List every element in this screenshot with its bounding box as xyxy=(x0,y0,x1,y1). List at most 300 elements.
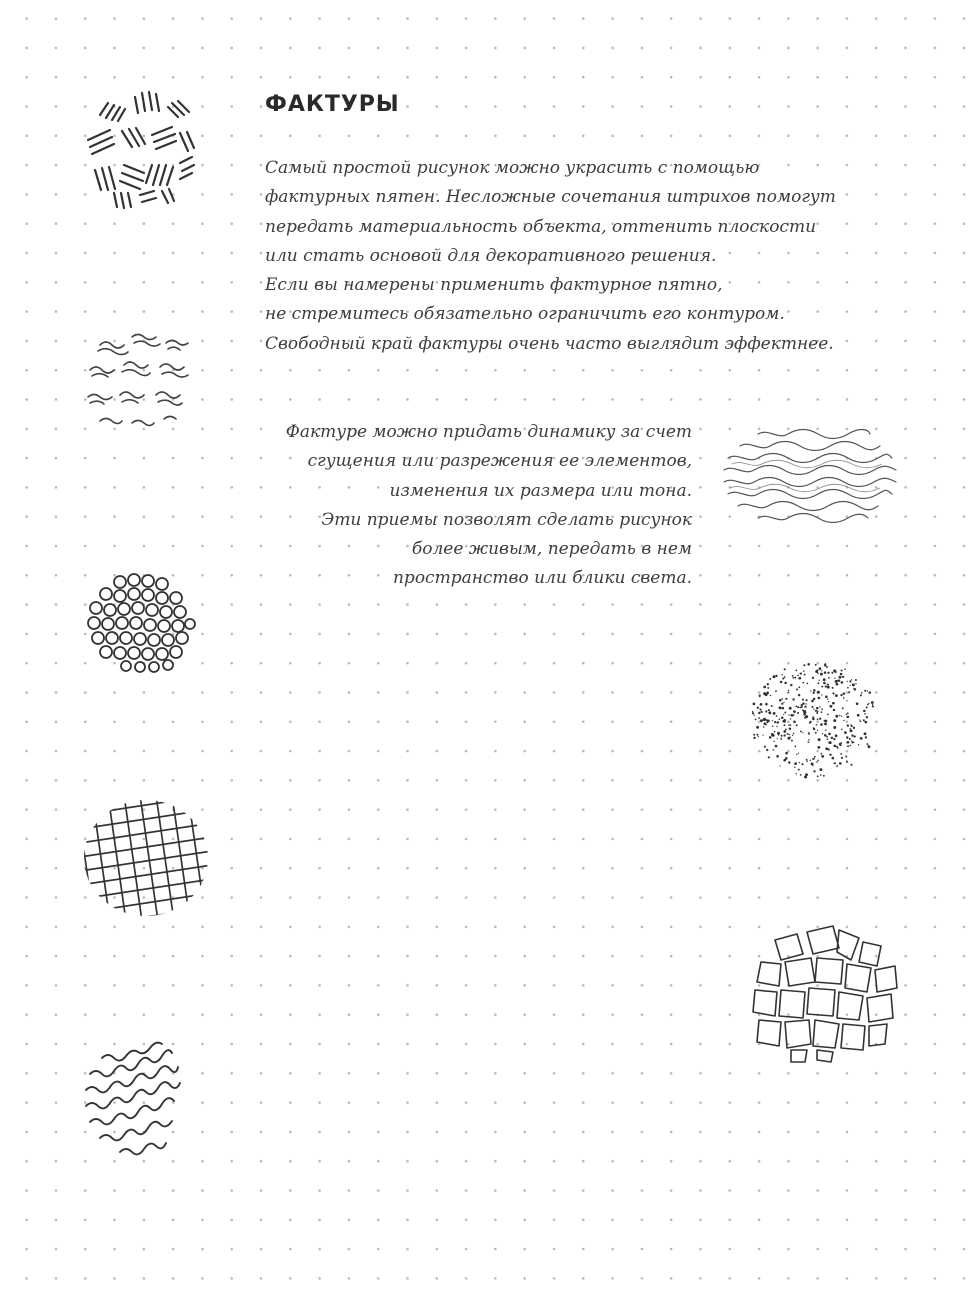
stipple-dot xyxy=(777,721,779,723)
stipple-dot xyxy=(871,701,874,704)
stipple-dot xyxy=(850,764,852,766)
stipple-dot xyxy=(765,710,767,712)
stipple-dot xyxy=(827,713,829,715)
wavy-lines-texture-icon xyxy=(80,1030,205,1160)
stipple-dot xyxy=(806,699,808,701)
stipple-dot xyxy=(798,677,801,680)
stipple-dot xyxy=(811,700,814,703)
stipple-dot xyxy=(846,716,849,719)
stipple-dot xyxy=(783,724,785,726)
stipple-dot xyxy=(813,689,816,692)
stipple-dot xyxy=(844,731,847,734)
stipple-dot xyxy=(766,749,768,751)
stipple-dot xyxy=(858,744,859,745)
intro-paragraph xyxy=(265,154,865,359)
stipple-dot xyxy=(754,715,755,716)
stipple-dot xyxy=(847,712,849,714)
stipple-dot xyxy=(849,728,850,729)
stipple-dot xyxy=(816,724,818,726)
stipple-dot xyxy=(817,682,819,684)
stipple-dot xyxy=(796,670,798,672)
stipple-dot xyxy=(821,708,823,710)
stipple-dot xyxy=(765,703,768,706)
intro-line: фактурных пятен. Несложные сочетания штрихов помогут xyxy=(265,187,836,208)
stipple-dot xyxy=(779,765,780,766)
stipple-dot xyxy=(776,755,779,758)
stipple-dot xyxy=(790,718,792,720)
stipple-dot xyxy=(806,759,808,761)
stipple-dot xyxy=(795,705,797,707)
stipple-dot xyxy=(833,719,836,722)
stipple-dot xyxy=(841,669,843,671)
stipple-dot xyxy=(763,692,765,694)
dynamics-paragraph xyxy=(250,418,692,594)
stipple-dot xyxy=(846,736,848,738)
stipple-dot xyxy=(782,678,784,680)
stipple-dot xyxy=(839,762,842,765)
intro-line: Свободный край фактуры очень часто выглядит эффектнее. xyxy=(265,333,834,354)
stipple-dot xyxy=(787,737,790,740)
stipple-dot xyxy=(803,664,805,666)
stipple-dot xyxy=(817,691,820,694)
crosshatch-grid-texture-icon xyxy=(80,795,212,921)
stipple-dot xyxy=(758,736,759,737)
hatch-strokes-texture-icon xyxy=(80,85,205,213)
stipple-dot xyxy=(800,730,802,732)
stipple-dot xyxy=(843,692,846,695)
stipple-dot xyxy=(794,677,796,679)
stipple-dot xyxy=(823,775,825,777)
stipple-dot xyxy=(781,717,783,719)
stipple-dot xyxy=(864,732,867,735)
stipple-dot xyxy=(774,721,776,723)
stipple-dot xyxy=(819,667,822,670)
stipple-dot xyxy=(872,704,873,705)
stipple-dot xyxy=(788,724,789,725)
stipple-dot xyxy=(821,686,823,688)
stipple-dot xyxy=(839,715,841,717)
stipple-dot xyxy=(768,756,770,758)
stipple-dot xyxy=(812,677,814,679)
stipple-dot xyxy=(805,703,806,704)
stipple-dot xyxy=(780,681,783,684)
stipple-dot xyxy=(782,707,785,710)
stipple-dot xyxy=(760,711,762,713)
stipple-dot xyxy=(787,692,788,693)
stipple-dot xyxy=(842,676,844,678)
stipple-dot xyxy=(767,683,769,685)
stipple-dot xyxy=(821,694,822,695)
stipple-dot xyxy=(825,747,828,750)
intro-line: не стремитесь обязательно ограничить его контуром. xyxy=(265,304,785,325)
stipple-dot xyxy=(792,735,793,736)
stipple-dot xyxy=(847,724,849,726)
stipple-dot xyxy=(812,718,815,721)
stipple-dot xyxy=(820,723,823,726)
stipple-dot xyxy=(795,746,797,748)
stipple-dot xyxy=(802,682,804,684)
stipple-dot xyxy=(839,676,842,679)
stipple-dot xyxy=(851,725,853,727)
stipple-dot xyxy=(768,711,771,714)
stipple-dot xyxy=(831,757,834,760)
stipple-dot xyxy=(795,773,796,774)
stipple-dot xyxy=(758,712,760,714)
stipple-dot xyxy=(856,702,859,705)
stipple-dot xyxy=(868,703,869,704)
stipple-dot xyxy=(841,757,843,759)
stipple-dot xyxy=(841,681,844,684)
stipple-dot xyxy=(760,703,763,706)
dynamics-line: сгущения или разрежения ее элементов, xyxy=(307,451,692,472)
stipple-dot xyxy=(846,714,848,716)
stipple-dot xyxy=(777,738,778,739)
stipple-dot xyxy=(789,707,792,710)
stipple-dot xyxy=(843,720,844,721)
stipple-dot xyxy=(802,732,803,733)
stipple-dot xyxy=(816,707,819,710)
stipple-dot xyxy=(833,738,835,740)
stipple-dot xyxy=(807,663,810,666)
stipple-dot xyxy=(867,690,868,691)
stipple-dot xyxy=(835,734,838,737)
stipple-dot xyxy=(790,724,792,726)
stipple-dot xyxy=(855,679,857,681)
stipple-dot xyxy=(812,758,813,759)
stipple-dot xyxy=(817,718,819,720)
stipple-dot xyxy=(796,754,797,755)
stipple-dot xyxy=(843,697,845,699)
stipple-dot xyxy=(785,698,787,700)
stipple-dot xyxy=(801,763,803,765)
stipple-dot xyxy=(872,705,874,707)
stipple-dot xyxy=(833,726,836,729)
stipple-dot xyxy=(824,734,827,737)
stipple-dot xyxy=(849,685,850,686)
stipple-dot xyxy=(762,734,763,735)
stipple-dot xyxy=(828,733,831,736)
stipple-dot xyxy=(825,663,826,664)
stipple-dot xyxy=(794,767,795,768)
stipple-dot xyxy=(784,668,786,670)
stipple-dot xyxy=(800,774,802,776)
stipple-dot xyxy=(864,690,866,692)
stipple-dot xyxy=(769,678,771,680)
stipple-dot xyxy=(846,760,848,762)
stipple-dot xyxy=(851,740,852,741)
stipple-dot xyxy=(805,773,808,776)
stipple-dot xyxy=(866,743,868,745)
stipple-dot xyxy=(792,675,794,677)
stipple-dot xyxy=(788,734,790,736)
stipple-dot xyxy=(816,712,818,714)
stipple-dot xyxy=(771,705,773,707)
stipple-dot xyxy=(817,759,819,761)
stipple-dot xyxy=(851,735,853,737)
stipple-dot xyxy=(835,715,838,718)
stipple-dot xyxy=(778,734,780,736)
stipple-dot xyxy=(766,719,768,721)
stipple-dot xyxy=(822,733,823,734)
stipple-dot xyxy=(831,672,833,674)
stipple-dot xyxy=(841,715,842,716)
stipple-dot xyxy=(798,753,799,754)
stipple-dot xyxy=(768,709,770,711)
stipple-dot xyxy=(797,675,799,677)
stipple-dot xyxy=(779,718,781,720)
stipple-dot xyxy=(817,746,820,749)
stipple-dot xyxy=(785,729,787,731)
stipple-dot xyxy=(757,707,759,709)
stipple-dot xyxy=(860,694,862,696)
stipple-dot xyxy=(849,680,851,682)
stipple-dot xyxy=(828,677,830,679)
stipple-dot xyxy=(798,694,800,696)
stipple-dot xyxy=(801,704,803,706)
intro-line: Самый простой рисунок можно украсить с помощью xyxy=(265,158,760,178)
stipple-dot xyxy=(756,734,758,736)
stipple-dot xyxy=(820,673,823,676)
stipple-dot xyxy=(798,686,800,688)
stipple-dot xyxy=(833,745,836,748)
stipple-dot xyxy=(773,741,774,742)
stipple-dot xyxy=(819,768,822,771)
stipple-dot xyxy=(770,695,771,696)
stipple-dot xyxy=(784,683,785,684)
stipple-dot xyxy=(835,672,836,673)
stipple-dot xyxy=(823,682,826,685)
stipple-dot xyxy=(755,718,757,720)
stipple-dot xyxy=(791,714,793,716)
stipple-dot xyxy=(836,746,837,747)
stipple-dot xyxy=(825,729,827,731)
stipple-dot xyxy=(831,737,833,739)
stipple-dot xyxy=(804,674,806,676)
stipple-dot xyxy=(819,718,821,720)
stipple-dot xyxy=(810,760,811,761)
stipple-dot xyxy=(752,711,753,712)
stipple-dot xyxy=(864,713,866,715)
stipple-dot xyxy=(776,726,777,727)
page-title: ФАКТУРЫ xyxy=(265,92,400,117)
stipple-dots-texture-icon xyxy=(748,658,883,783)
stipple-dot xyxy=(804,706,806,708)
stipple-dot xyxy=(808,741,810,743)
stipple-dot xyxy=(836,683,839,686)
stipple-dot xyxy=(797,712,799,714)
stipple-dot xyxy=(827,738,829,740)
stipple-dot xyxy=(868,745,869,746)
stipple-dot xyxy=(825,695,828,698)
stipple-dot xyxy=(783,714,784,715)
stipple-dot xyxy=(825,720,828,723)
stipple-dot xyxy=(773,712,776,715)
stipple-dot xyxy=(811,706,813,708)
stipple-dot xyxy=(752,712,754,714)
mosaic-fragments-texture-icon xyxy=(745,920,905,1065)
stipple-dot xyxy=(823,678,826,681)
stipple-dot xyxy=(781,735,783,737)
stipple-dot xyxy=(766,692,769,695)
stipple-dot xyxy=(779,706,782,709)
stipple-dot xyxy=(826,736,828,738)
stipple-dot xyxy=(784,676,786,678)
stipple-dot xyxy=(821,755,824,758)
stipple-dot xyxy=(779,699,782,702)
stipple-dot xyxy=(837,747,839,749)
stipple-dot xyxy=(784,711,786,713)
stipple-dot xyxy=(851,679,852,680)
stipple-dot xyxy=(827,672,829,674)
stipple-dot xyxy=(753,734,755,736)
stipple-dot xyxy=(763,686,766,689)
stipple-dot xyxy=(818,738,821,741)
stipple-dot xyxy=(841,728,843,730)
stipple-dot xyxy=(781,674,782,675)
stipple-dot xyxy=(832,692,834,694)
stipple-dot xyxy=(794,762,797,765)
stipple-dot xyxy=(865,736,867,738)
stipple-dot xyxy=(805,715,808,718)
stipple-dot xyxy=(788,690,790,692)
stipple-dot xyxy=(829,754,831,756)
stipple-dot xyxy=(827,683,829,685)
stipple-dot xyxy=(811,762,814,765)
stipple-dot xyxy=(828,701,829,702)
stipple-dot xyxy=(842,707,844,709)
stipple-dot xyxy=(771,734,773,736)
stipple-dot xyxy=(775,675,777,677)
stipple-dot xyxy=(769,736,772,739)
stipple-dot xyxy=(844,669,846,671)
stipple-dot xyxy=(816,761,818,763)
stipple-dot xyxy=(854,735,856,737)
stipple-dot xyxy=(783,734,785,736)
stipple-dot xyxy=(793,710,796,713)
stipple-dot xyxy=(818,697,821,700)
stipple-dot xyxy=(840,753,842,755)
stipple-dot xyxy=(860,737,863,740)
stipple-dot xyxy=(763,726,765,728)
stipple-dot xyxy=(753,703,756,706)
stipple-dot xyxy=(820,753,822,755)
stipple-dot xyxy=(863,719,865,721)
stipple-dot xyxy=(781,703,783,705)
stipple-dot xyxy=(802,699,804,701)
stipple-dot xyxy=(798,769,800,771)
stipple-dot xyxy=(796,688,798,690)
stipple-dot xyxy=(813,770,815,772)
stipple-dot xyxy=(800,673,802,675)
stipple-dot xyxy=(783,702,784,703)
stipple-dot xyxy=(847,741,850,744)
stipple-dot xyxy=(814,756,816,758)
stipple-dot xyxy=(775,690,777,692)
stipple-dot xyxy=(833,709,835,711)
stipple-dot xyxy=(756,726,759,729)
intro-line: или стать основой для декоративного решения. xyxy=(265,245,717,266)
dynamics-line: пространство или блики света. xyxy=(392,568,692,589)
stipple-dot xyxy=(786,733,788,735)
stipple-dot xyxy=(796,724,798,726)
stipple-dot xyxy=(785,752,788,755)
scribble-patches-texture-icon xyxy=(80,325,205,440)
stipple-dot xyxy=(773,749,775,751)
stipple-dot xyxy=(783,730,786,733)
stipple-dot xyxy=(788,714,789,715)
stipple-dot xyxy=(797,706,799,708)
stipple-dot xyxy=(791,684,792,685)
stipple-dot xyxy=(785,757,788,760)
stipple-dot xyxy=(824,671,827,674)
dynamics-line: изменения их размера или тона. xyxy=(389,480,692,501)
stipple-dot xyxy=(775,745,778,748)
stipple-dot xyxy=(803,711,806,714)
stipple-dot xyxy=(863,710,866,713)
stipple-dot xyxy=(767,687,769,689)
stipple-dot xyxy=(791,740,793,742)
stipple-dot xyxy=(760,719,763,722)
stipple-dot xyxy=(758,717,760,719)
intro-line: передать материальность объекта, оттенить плоскости xyxy=(265,216,817,237)
stipple-dot xyxy=(846,700,847,701)
stipple-dot xyxy=(810,690,811,691)
stipple-dot xyxy=(835,694,838,697)
stipple-dot xyxy=(789,727,792,730)
circles-texture-icon xyxy=(82,568,200,678)
stipple-dot xyxy=(869,691,872,694)
stipple-dot xyxy=(815,710,817,712)
stipple-dot xyxy=(834,678,835,679)
stipple-dot xyxy=(840,744,842,746)
stipple-dot xyxy=(861,692,863,694)
stipple-dot xyxy=(840,694,842,696)
stipple-dot xyxy=(832,702,835,705)
stipple-dot xyxy=(781,739,782,740)
stipple-dot xyxy=(807,683,809,685)
stipple-dot xyxy=(808,732,810,734)
stipple-dot xyxy=(864,721,867,724)
stipple-dot xyxy=(850,745,852,747)
stipple-dot xyxy=(801,706,803,708)
stipple-dot xyxy=(818,680,819,681)
horizontal-waves-texture-icon xyxy=(718,420,908,530)
stipple-dot xyxy=(849,738,851,740)
stipple-dot xyxy=(847,745,849,747)
stipple-dot xyxy=(799,762,800,763)
stipple-dot xyxy=(793,677,795,679)
stipple-dot xyxy=(827,686,830,689)
stipple-dot xyxy=(835,680,838,683)
stipple-dot xyxy=(821,711,823,713)
intro-line: Если вы намерены применить фактурное пятно, xyxy=(265,275,723,296)
stipple-dot xyxy=(850,729,853,732)
stipple-dot xyxy=(854,688,857,691)
stipple-dot xyxy=(815,732,817,734)
stipple-dot xyxy=(813,692,815,694)
stipple-dot xyxy=(860,720,862,722)
stipple-dot xyxy=(753,737,755,739)
stipple-dot xyxy=(806,761,807,762)
stipple-dot xyxy=(773,675,776,678)
stipple-dot xyxy=(827,699,828,700)
stipple-dot xyxy=(819,706,821,708)
stipple-dot xyxy=(803,670,805,672)
stipple-dot xyxy=(799,707,801,709)
stipple-dot xyxy=(817,775,819,777)
stipple-dot xyxy=(866,706,868,708)
stipple-dot xyxy=(763,722,766,725)
